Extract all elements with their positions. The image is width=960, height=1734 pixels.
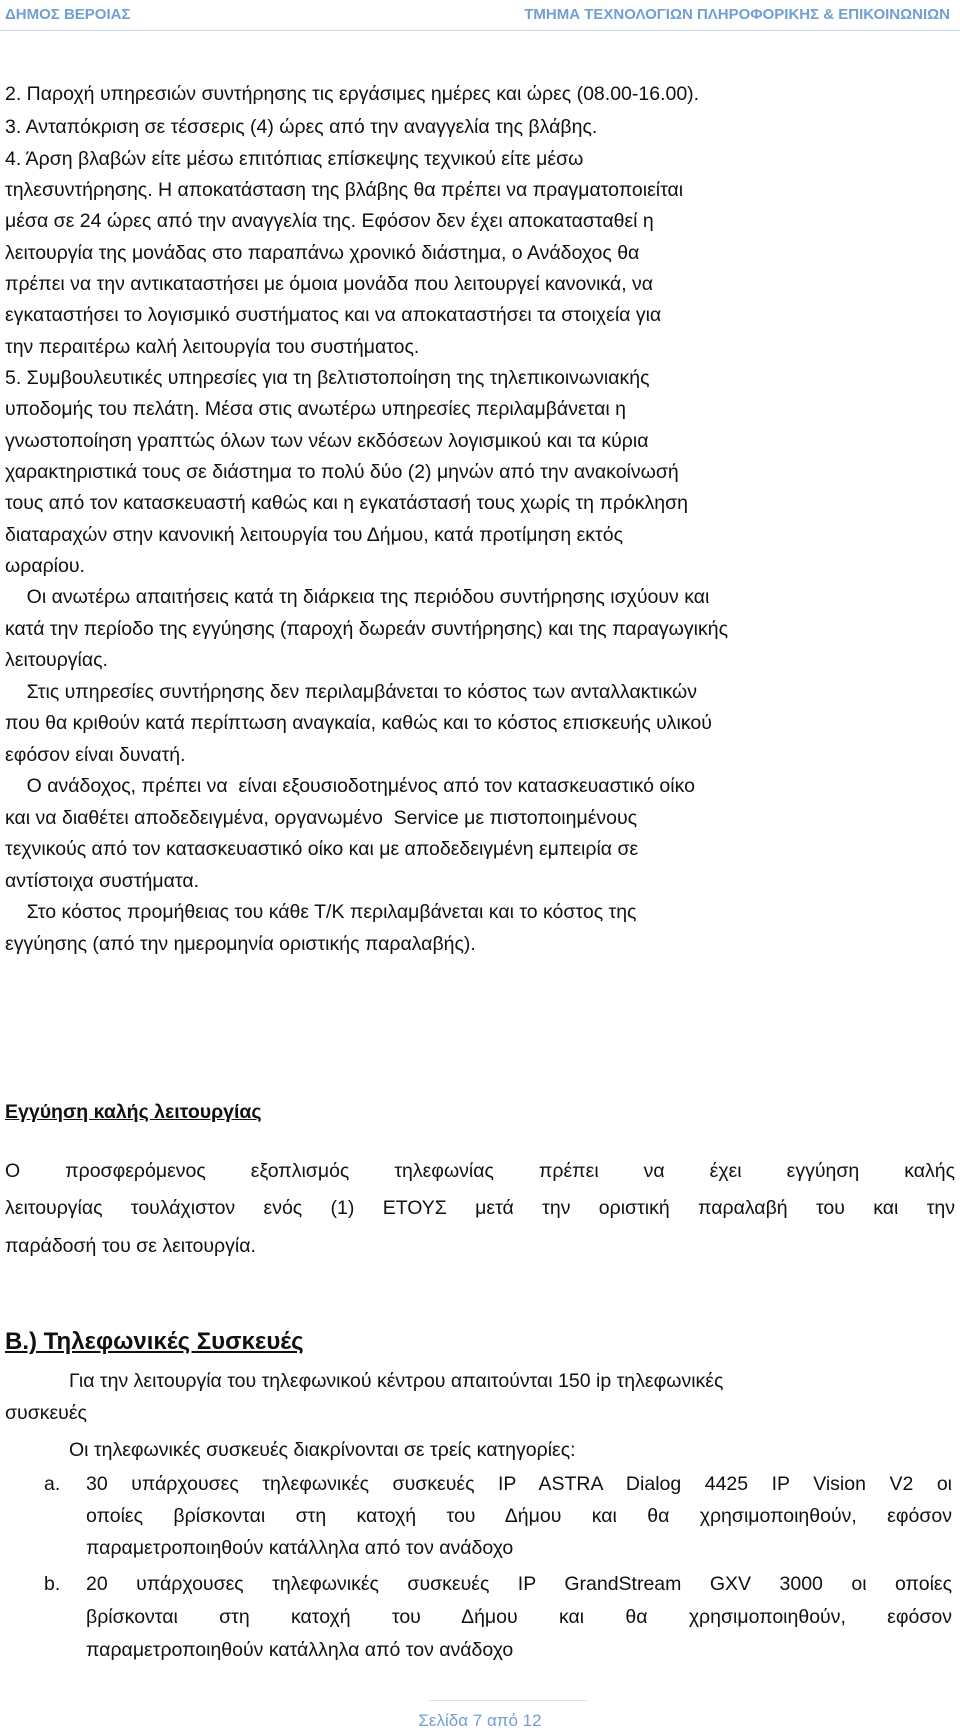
list-item-line: οποίες βρίσκονται στη κατοχή του Δήμου και θα χρησιμοποιηθούν, εφόσον <box>86 1505 952 1527</box>
warranty-line: παράδοσή του σε λειτουργία. <box>5 1235 256 1257</box>
header-left: ΔΗΜΟΣ ΒΕΡΟΙΑΣ <box>5 6 131 23</box>
body-line: διαταραχών στην κανονική λειτουργία του Δήμου, κατά προτίμηση εκτός <box>5 524 623 546</box>
body-line: και να διαθέτει αποδεδειγμένα, οργανωμένο Service με πιστοποιημένους <box>5 807 638 829</box>
footer-divider <box>428 1700 588 1701</box>
warranty-title: Εγγύηση καλής λειτουργίας <box>5 1101 262 1123</box>
list-marker: a. <box>44 1473 61 1495</box>
body-line: γνωστοποίηση γραπτώς όλων των νέων εκδόσεων λογισμικού και τα κύρια <box>5 430 649 452</box>
list-item-line: παραμετροποιηθούν κατάλληλα από τον ανάδοχο <box>86 1639 514 1661</box>
body-line: που θα κριθούν κατά περίπτωση αναγκαία, καθώς και το κόστος επισκευής υλικού <box>5 712 712 734</box>
body-line: λειτουργίας. <box>5 649 108 671</box>
header-divider <box>0 30 960 31</box>
phones-intro: συσκευές <box>5 1402 87 1424</box>
page-number: Σελίδα 7 από 12 <box>418 1711 542 1730</box>
header-right: ΤΜΗΜΑ ΤΕΧΝΟΛΟΓΙΩΝ ΠΛΗΡΟΦΟΡΙΚΗΣ & ΕΠΙΚΟΙΝΩΝΙΩΝ <box>524 6 950 23</box>
list-item <box>86 1475 952 1559</box>
body-line: τεχνικούς από τον κατασκευαστικό οίκο και με αποδεδειγμένη εμπειρία σε <box>5 838 639 860</box>
warranty-line: λειτουργίας τουλάχιστον ενός (1) ΕΤΟΥΣ μετά την οριστική παραλαβή του και την <box>5 1197 955 1219</box>
body-line: αντίστοιχα συστήματα. <box>5 870 200 892</box>
body-line: Οι ανωτέρω απαιτήσεις κατά τη διάρκεια της περιόδου συντήρησης ισχύουν και <box>5 586 710 608</box>
body-line: ωραρίου. <box>5 555 85 577</box>
body-line: πρέπει να την αντικαταστήσει με όμοια μονάδα που λειτουργεί κανονικά, να <box>5 273 654 295</box>
body-line: κατά την περίοδο της εγγύησης (παροχή δωρεάν συντήρησης) και της παραγωγικής <box>5 618 728 640</box>
list-item-line: 20 υπάρχουσες τηλεφωνικές συσκευές IP GrandStream GXV 3000 οι οποίες <box>86 1573 952 1595</box>
body-line: 4. Άρση βλαβών είτε μέσω επιτόπιας επίσκεψης τεχνικού είτε μέσω <box>5 148 584 170</box>
phones-intro: Για την λειτουργία του τηλεφωνικού κέντρου απαιτούνται 150 ip τηλεφωνικές <box>69 1370 724 1392</box>
body-line: 5. Συμβουλευτικές υπηρεσίες για τη βελτιστοποίηση της τηλεπικοινωνιακής <box>5 367 650 389</box>
body-line: Στο κόστος προμήθειας του κάθε Τ/Κ περιλαμβάνεται και το κόστος της <box>5 901 637 923</box>
body-line: την περαιτέρω καλή λειτουργία του συστήματος. <box>5 336 420 358</box>
list-item-line: βρίσκονται στη κατοχή του Δήμου και θα χρησιμοποιηθούν, εφόσον <box>86 1606 952 1628</box>
warranty-line: Ο προσφερόμενος εξοπλισμός τηλεφωνίας πρέπει να έχει εγγύηση καλής <box>5 1160 955 1182</box>
body-line: 3. Ανταπόκριση σε τέσσερις (4) ώρες από την αναγγελία της βλάβης. <box>5 116 598 138</box>
body-line: τους από τον κατασκευαστή καθώς και η εγκατάστασή τους χωρίς τη πρόκληση <box>5 492 689 514</box>
phones-title: Β.) Τηλεφωνικές Συσκευές <box>5 1328 304 1355</box>
body-line: εγκαταστήσει το λογισμικό συστήματος και να αποκαταστήσει τα στοιχεία για <box>5 304 662 326</box>
list-marker: b. <box>44 1573 61 1595</box>
body-line: λειτουργία της μονάδας στο παραπάνω χρονικό διάστημα, ο Ανάδοχος θα <box>5 242 640 264</box>
body-line: μέσα σε 24 ώρες από την αναγγελία της. Εφόσον δεν έχει αποκατασταθεί η <box>5 210 654 232</box>
body-line: υποδομής του πελάτη. Μέσα στις ανωτέρω υπηρεσίες περιλαμβάνεται η <box>5 398 626 420</box>
body-line: Στις υπηρεσίες συντήρησης δεν περιλαμβάνεται το κόστος των ανταλλακτικών <box>5 681 697 703</box>
list-item <box>86 1575 952 1661</box>
list-item-line: παραμετροποιηθούν κατάλληλα από τον ανάδοχο <box>86 1537 514 1559</box>
body-line: εγγύησης (από την ημερομηνία οριστικής παραλαβής). <box>5 933 476 955</box>
body-line: Ο ανάδοχος, πρέπει να είναι εξουσιοδοτημένος από τον κατασκευαστικό οίκο <box>5 775 695 797</box>
body-line: εφόσον είναι δυνατή. <box>5 744 186 766</box>
body-line: τηλεσυντήρησης. Η αποκατάσταση της βλάβης θα πρέπει να πραγματοποιείται <box>5 179 684 201</box>
phones-intro: Οι τηλεφωνικές συσκευές διακρίνονται σε τρείς κατηγορίες: <box>69 1439 576 1461</box>
list-item-line: 30 υπάρχουσες τηλεφωνικές συσκευές IP ASTRA Dialog 4425 IP Vision V2 οι <box>86 1473 952 1495</box>
body-line: 2. Παροχή υπηρεσιών συντήρησης τις εργάσιμες ημέρες και ώρες (08.00-16.00). <box>5 83 700 105</box>
body-line: χαρακτηριστικά τους σε διάστημα το πολύ δύο (2) μηνών από την ανακοίνωσή <box>5 461 679 483</box>
